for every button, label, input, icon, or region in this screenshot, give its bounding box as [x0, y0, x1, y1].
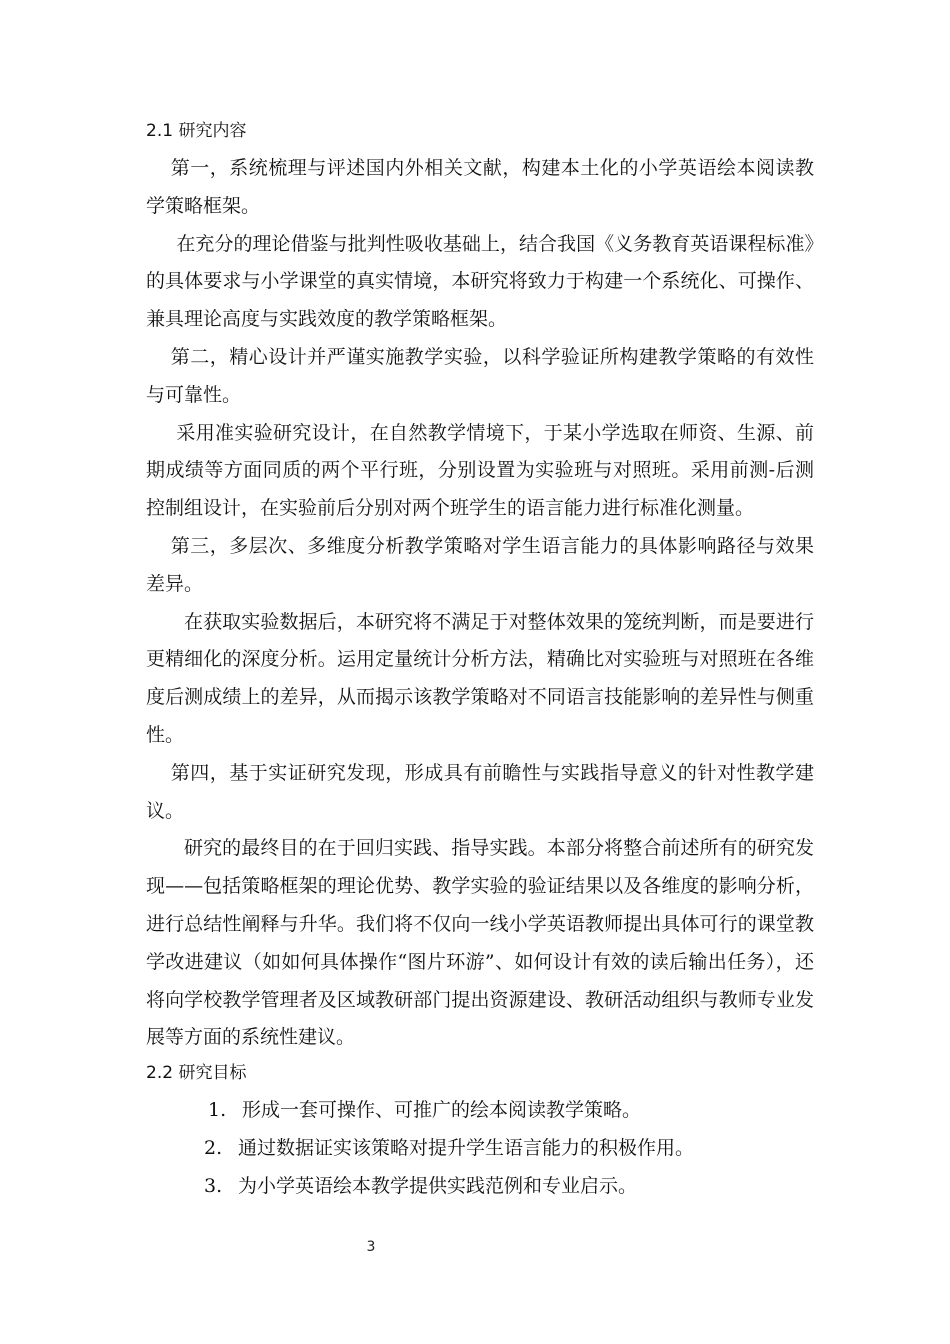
paragraph-point-2-detail: 采用准实验研究设计，在自然教学情境下，于某小学选取在师资、生源、前期成绩等方面同质的两个平行班，分别设置为实验班与对照班。采用前测-后测控制组设计，在实验前后分别对两个班学生的语言能力进行标准化测量。	[146, 421, 814, 520]
list-item-text: 通过数据证实该策略对提升学生语言能力的积极作用。	[238, 1136, 695, 1159]
list-item-number: 1.	[208, 1099, 227, 1121]
list-item	[146, 1168, 814, 1206]
paragraph-point-3: 第三，多层次、多维度分析教学策略对学生语言能力的具体影响路径与效果差异。	[146, 534, 814, 595]
section-heading-2-1: 2.1 研究内容	[146, 121, 247, 141]
list-item	[146, 1130, 814, 1168]
paragraph-point-2: 第二，精心设计并严谨实施教学实验，以科学验证所构建教学策略的有效性与可靠性。	[146, 345, 814, 406]
paragraph-point-1-detail: 在充分的理论借鉴与批判性吸收基础上，结合我国《义务教育英语课程标准》的具体要求与小学课堂的真实情境，本研究将致力于构建一个系统化、可操作、兼具理论高度与实践效度的教学策略框架。	[146, 232, 814, 331]
list-item-text: 为小学英语绘本教学提供实践范例和专业启示。	[238, 1174, 638, 1197]
paragraph-point-4: 第四，基于实证研究发现，形成具有前瞻性与实践指导意义的针对性教学建议。	[146, 761, 814, 822]
section-heading-2-2: 2.2 研究目标	[146, 1063, 247, 1083]
page-number: 3	[366, 1239, 376, 1255]
list-item-number: 2.	[204, 1136, 223, 1159]
paragraph-point-3-detail: 在获取实验数据后，本研究将不满足于对整体效果的笼统判断，而是要进行更精细化的深度分析。运用定量统计分析方法，精确比对实验班与对照班在各维度后测成绩上的差异，从而揭示该教学策略对不同语言技能影响的差异性与侧重性。	[146, 610, 814, 746]
paragraph-point-1: 第一，系统梳理与评述国内外相关文献，构建本土化的小学英语绘本阅读教学策略框架。	[146, 157, 814, 217]
section-2-1-body	[146, 150, 814, 1057]
list-item-number: 3.	[204, 1174, 223, 1197]
objectives-list	[146, 1092, 814, 1205]
list-item-text: 形成一套可操作、可推广的绘本阅读教学策略。	[242, 1099, 642, 1121]
list-item	[146, 1092, 814, 1130]
paragraph-point-4-detail: 研究的最终目的在于回归实践、指导实践。本部分将整合前述所有的研究发现——包括策略框架的理论优势、教学实验的验证结果以及各维度的影响分析，进行总结性阐释与升华。我们将不仅向一线小学英语教师提出具体可行的课堂教学改进建议（如如何具体操作“图片环游”、如何设计有效的读后输出任务），还将向学校教学管理者及区域教研部门提出资源建设、教研活动组织与教师专业发展等方面的系统性建议。	[146, 837, 814, 1049]
